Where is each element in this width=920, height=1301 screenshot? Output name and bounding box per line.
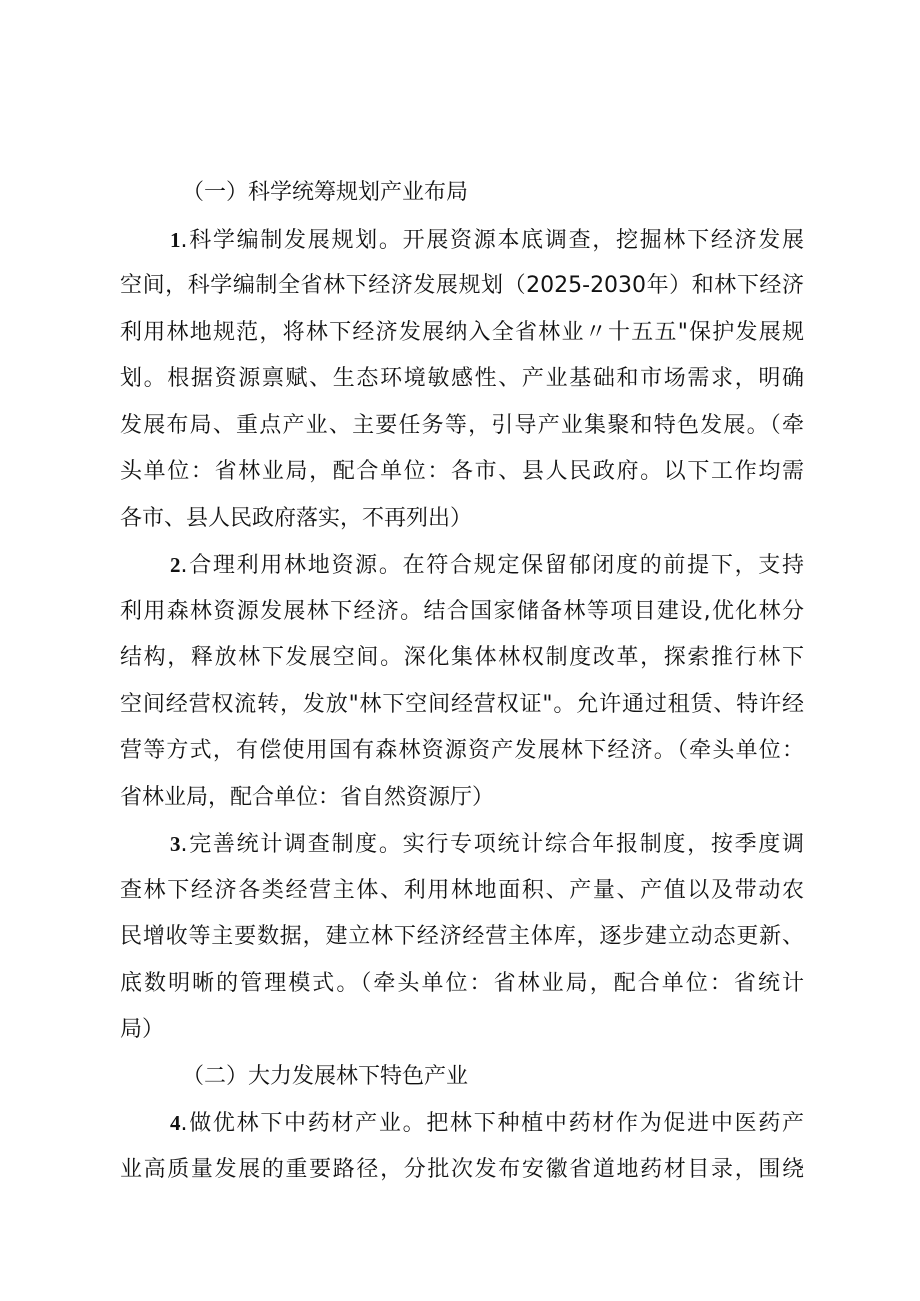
item-text: .完善统计调查制度。实行专项统计综合年报制度，按季度调 — [180, 832, 804, 857]
item-1-line-5: 发展布局、重点产业、主要任务等，引导产业集聚和特色发展。（牵 — [120, 412, 804, 438]
item-1-line-3: 利用林地规范，将林下经济发展纳入全省林业〃十五五"保护发展规 — [120, 319, 804, 345]
section-heading-1: （一）科学统筹规划产业布局 — [182, 180, 469, 205]
item-1-line-7: 各市、县人民政府落实，不再列出） — [120, 505, 473, 531]
item-2-line-5: 营等方式，有偿使用国有森林资源资产发展林下经济。（牵头单位： — [120, 738, 804, 763]
item-1-line-1 — [120, 217, 804, 264]
item-4-line-2: 业高质量发展的重要路径，分批次发布安徽省道地药材目录，围绕 — [120, 1156, 804, 1182]
item-number: 3 — [170, 832, 181, 856]
item-1-line-6: 头单位：省林业局，配合单位：各市、县人民政府。以下工作均需 — [120, 459, 804, 484]
item-3-line-5: 局） — [120, 1017, 165, 1042]
item-text: .科学编制发展规划。开展资源本底调查，挖掘林下经济发展 — [180, 227, 804, 253]
item-1-line-4: 划。根据资源禀赋、生态环境敏感性、产业基础和市场需求，明确 — [120, 366, 804, 391]
document-body — [120, 170, 804, 1193]
item-3-line-3: 民增收等主要数据，建立林下经济经营主体库，逐步建立动态更新、 — [120, 924, 804, 949]
item-number: 4 — [170, 1111, 181, 1135]
item-2-line-3: 结构，释放林下发展空间。深化集体林权制度改革，探索推行林下 — [120, 645, 804, 670]
item-2-line-1 — [120, 542, 804, 589]
item-number: 2 — [170, 553, 181, 577]
item-text: .做优林下中药材产业。把林下种植中药材作为促进中医药产 — [180, 1111, 804, 1136]
item-text: .合理利用林地资源。在符合规定保留郁闭度的前提下，支持 — [180, 553, 804, 578]
item-number: 1 — [170, 227, 181, 252]
item-2-line-4: 空间经营权流转，发放"林下空间经营权证"。允许通过租赁、特许经 — [120, 691, 804, 717]
section-heading-2: （二）大力发展林下特色产业 — [182, 1063, 469, 1089]
item-2-line-2: 利用森林资源发展林下经济。结合国家储备林等项目建设,优化林分 — [120, 598, 804, 624]
item-4-line-1 — [120, 1100, 804, 1147]
item-3-line-2: 查林下经济各类经营主体、利用林地面积、产量、产值以及带动农 — [120, 877, 804, 903]
item-3-line-1 — [120, 821, 804, 868]
item-3-line-4: 底数明晰的管理模式。（牵头单位：省林业局，配合单位：省统计 — [120, 970, 804, 996]
item-2-line-6: 省林业局，配合单位：省自然资源厅） — [120, 784, 495, 810]
item-1-line-2: 空间，科学编制全省林下经济发展规划（2025-2030年）和林下经济 — [120, 273, 804, 298]
